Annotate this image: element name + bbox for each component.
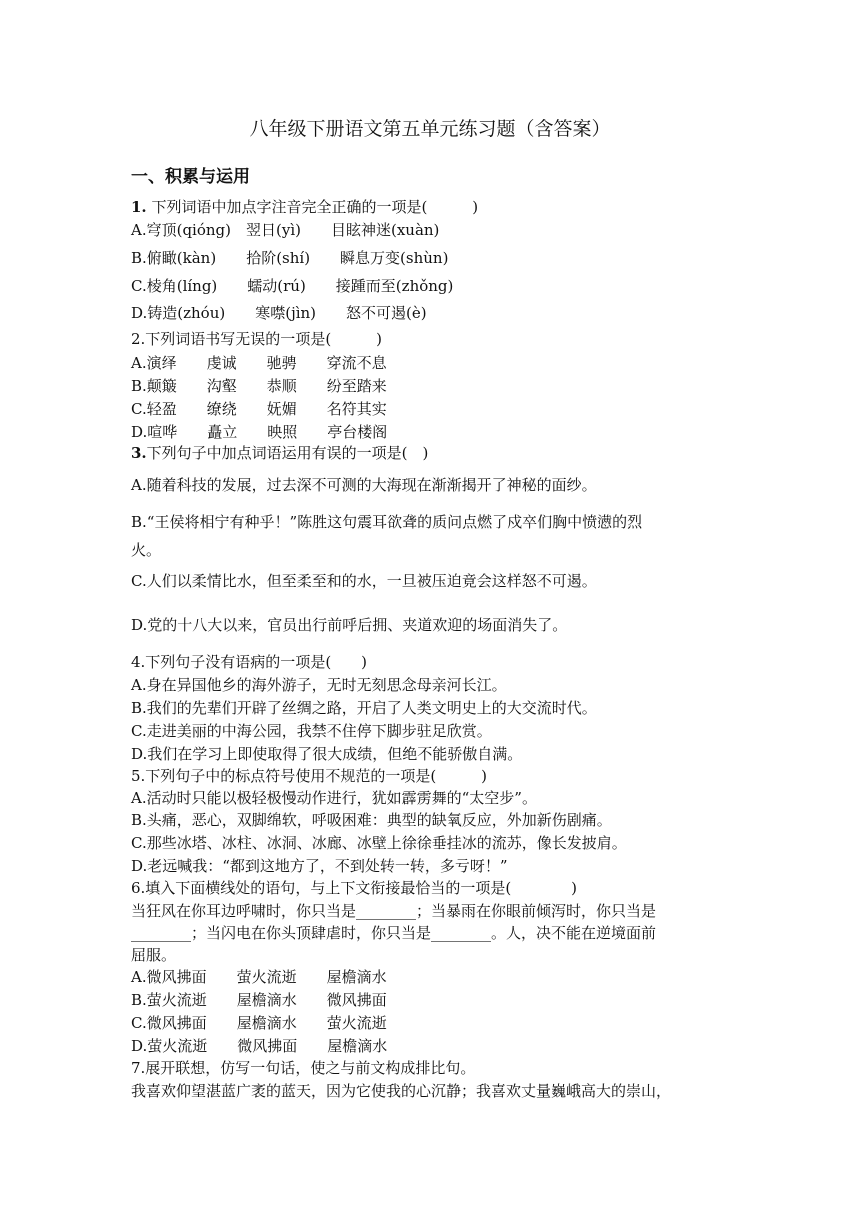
question-1-option-a: A.穹顶(qióng) 翌日(yì) 目眩神迷(xuàn) bbox=[131, 221, 440, 239]
question-6-passage-line1: 当狂风在你耳边呼啸时，你只当是________；当暴雨在你眼前倾泻时，你只当是 bbox=[131, 902, 657, 920]
question-2-option-c: C.轻盈 缭绕 妩媚 名符其实 bbox=[131, 400, 387, 418]
question-5-option-c: C.那些冰塔、冰柱、冰洞、冰廊、冰壁上徐徐垂挂冰的流苏，像长发披肩。 bbox=[131, 834, 627, 852]
question-2-stem: 2.下列词语书写无误的一项是( ) bbox=[131, 330, 383, 348]
question-6-option-a: A.微风拂面 萤火流逝 屋檐滴水 bbox=[131, 968, 387, 986]
question-5-stem: 5.下列句子中的标点符号使用不规范的一项是( ) bbox=[131, 767, 488, 785]
question-1-option-b: B.俯瞰(kàn) 拾阶(shí) 瞬息万变(shùn) bbox=[131, 249, 449, 267]
question-4-option-c: C.走进美丽的中海公园，我禁不住停下脚步驻足欣赏。 bbox=[131, 722, 492, 740]
question-3-option-d: D.党的十八大以来，官员出行前呼后拥、夹道欢迎的场面消失了。 bbox=[131, 616, 568, 634]
section-heading: 一、积累与运用 bbox=[131, 167, 250, 187]
question-5-option-d: D.老远喊我：“都到这地方了，不到处转一转，多亏呀！” bbox=[131, 857, 508, 875]
question-3-option-c: C.人们以柔情比水，但至柔至和的水，一旦被压迫竟会这样怒不可遏。 bbox=[131, 572, 597, 590]
question-1-option-c: C.棱角(líng) 蠕动(rú) 接踵而至(zhǒng) bbox=[131, 277, 454, 295]
question-6-option-d: D.萤火流逝 微风拂面 屋檐滴水 bbox=[131, 1037, 388, 1055]
question-6-stem: 6.填入下面横线处的语句，与上下文衔接最恰当的一项是( ) bbox=[131, 879, 578, 897]
question-6-option-b: B.萤火流逝 屋檐滴水 微风拂面 bbox=[131, 991, 387, 1009]
question-4-option-a: A.身在异国他乡的海外游子，无时无刻思念母亲河长江。 bbox=[131, 676, 507, 694]
question-6-passage-line2: ________；当闪电在你头顶肆虐时，你只当是________。人，决不能在逆境面前 bbox=[131, 924, 657, 942]
question-1-option-d: D.铸造(zhóu) 寒噤(jìn) 怒不可遏(è) bbox=[131, 304, 427, 322]
question-5-option-b: B.头痛，恶心，双脚绵软，呼吸困难：典型的缺氧反应，外加新伤剧痛。 bbox=[131, 811, 612, 829]
question-3-option-a: A.随着科技的发展，过去深不可测的大海现在渐渐揭开了神秘的面纱。 bbox=[131, 476, 597, 494]
question-3-option-b-line2: 火。 bbox=[131, 541, 162, 559]
question-3-option-b-line1: B.“王侯将相宁有种乎！”陈胜这句震耳欲聋的质问点燃了戍卒们胸中愤懑的烈 bbox=[131, 513, 643, 531]
question-7-stem: 7.展开联想，仿写一句话，使之与前文构成排比句。 bbox=[131, 1059, 476, 1077]
document-title: 八年级下册语文第五单元练习题（含答案） bbox=[249, 118, 611, 140]
question-2-option-a: A.演绎 虔诚 驰骋 穿流不息 bbox=[131, 354, 387, 372]
question-2-option-d: D.喧哗 矗立 映照 亭台楼阁 bbox=[131, 423, 388, 441]
question-6-passage-line3: 屈服。 bbox=[131, 946, 177, 964]
question-4-option-d: D.我们在学习上即使取得了很大成绩，但绝不能骄傲自满。 bbox=[131, 745, 523, 763]
question-7-passage-line1: 我喜欢仰望湛蓝广袤的蓝天，因为它使我的心沉静；我喜欢丈量巍峨高大的崇山， bbox=[131, 1082, 672, 1100]
question-3-stem: 3.下列句子中加点词语运用有误的一项是( ) bbox=[131, 444, 429, 462]
question-4-option-b: B.我们的先辈们开辟了丝绸之路，开启了人类文明史上的大交流时代。 bbox=[131, 699, 597, 717]
question-4-stem: 4.下列句子没有语病的一项是( ) bbox=[131, 653, 368, 671]
question-5-option-a: A.活动时只能以极轻极慢动作进行，犹如霹雳舞的“太空步”。 bbox=[131, 789, 537, 807]
question-2-option-b: B.颠簸 沟壑 恭顺 纷至踏来 bbox=[131, 377, 387, 395]
question-6-option-c: C.微风拂面 屋檐滴水 萤火流逝 bbox=[131, 1014, 387, 1032]
question-1-stem: 1. 下列词语中加点字注音完全正确的一项是( ) bbox=[131, 198, 479, 216]
